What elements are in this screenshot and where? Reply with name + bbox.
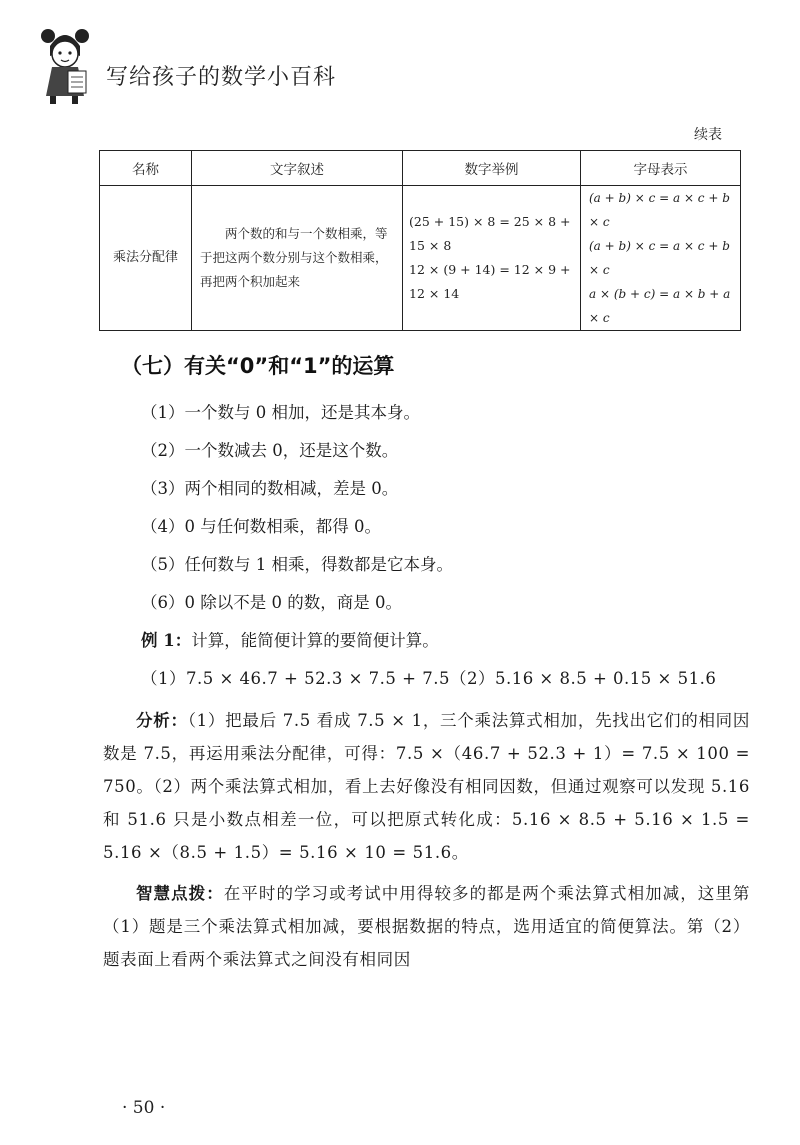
table-header-name: 名称 <box>100 151 192 186</box>
numeric-example-line: (25 + 15) × 8 = 25 × 8 + 15 × 8 <box>409 214 571 253</box>
table-row <box>100 186 741 331</box>
rule-item: （3）两个相同的数相减，差是 0。 <box>141 479 399 498</box>
page-header <box>38 16 368 106</box>
law-letter-form-cell <box>581 186 741 331</box>
law-description-cell: 两个数的和与一个数相乘，等于把这两个数分别与这个数相乘，再把两个积加起来 <box>192 186 403 331</box>
law-numeric-example-cell <box>403 186 581 331</box>
rule-item: （2）一个数减去 0，还是这个数。 <box>141 441 399 460</box>
table-header-description: 文字叙述 <box>192 151 403 186</box>
analysis-text: （1）把最后 7.5 看成 7.5 × 1，三个乘法算式相加，先找出它们的相同因数是 7.5，再运用乘法分配律，可得：7.5 ×（46.7 + 52.3 + 1）= 7.5 × 100 = 750。（2）两个乘法算式相加，看上去好像没有相同因数，但通过观察可以发现 5.16 和 51.6 只是小数点相差一位，可以把原式转化成：5.16 × 8.5 + 5.16 × 1.5 = 5.16 ×（8.5 + 1.5）= 5.16 × 10 = 51.6。 <box>103 711 750 862</box>
example-text: 计算，能简便计算的要简便计算。 <box>191 631 439 650</box>
girl-mascot-icon <box>38 16 100 104</box>
law-name-cell: 乘法分配律 <box>100 186 192 331</box>
rule-item: （5）任何数与 1 相乘，得数都是它本身。 <box>141 555 453 574</box>
tip-paragraph <box>103 877 750 976</box>
table-header-row <box>100 151 741 186</box>
tip-label: 智慧点拨： <box>136 884 224 903</box>
arithmetic-law-table <box>99 150 741 331</box>
rule-item: （1）一个数与 0 相加，还是其本身。 <box>141 403 420 422</box>
example-expression: （1）7.5 × 46.7 + 52.3 × 7.5 + 7.5（2）5.16 × 8.5 + 0.15 × 51.6 <box>141 669 717 688</box>
rule-item: （4）0 与任何数相乘，都得 0。 <box>141 517 381 536</box>
section-title: （七）有关“0”和“1”的运算 <box>121 354 395 378</box>
example-label: 例 1： <box>141 631 192 650</box>
table-continued-label: 续表 <box>694 127 722 143</box>
numeric-example-line: 12 × (9 + 14) = 12 × 9 + 12 × 14 <box>409 262 571 301</box>
table-header-numeric-example: 数字举例 <box>403 151 581 186</box>
analysis-label: 分析： <box>136 711 188 730</box>
table-header-letter-form: 字母表示 <box>581 151 741 186</box>
letter-form-line: a × (b + c) = a × b + a × c <box>589 287 731 325</box>
section-content <box>103 350 750 984</box>
example-heading <box>141 630 750 652</box>
tip-text: 在平时的学习或考试中用得较多的都是两个乘法算式相加减，这里第（1）题是三个乘法算式相加减，要根据数据的特点，选用适宜的简便算法。第（2）题表面上看两个乘法算式之间没有相同因 <box>103 884 751 969</box>
page-number: · 50 · <box>122 1098 166 1118</box>
letter-form-line: (a + b) × c = a × c + b × c <box>589 191 730 229</box>
letter-form-line: (a + b) × c = a × c + b × c <box>589 239 730 277</box>
rule-item: （6）0 除以不是 0 的数，商是 0。 <box>141 593 402 612</box>
analysis-paragraph <box>103 704 750 869</box>
book-title: 写给孩子的数学小百科 <box>106 65 337 90</box>
